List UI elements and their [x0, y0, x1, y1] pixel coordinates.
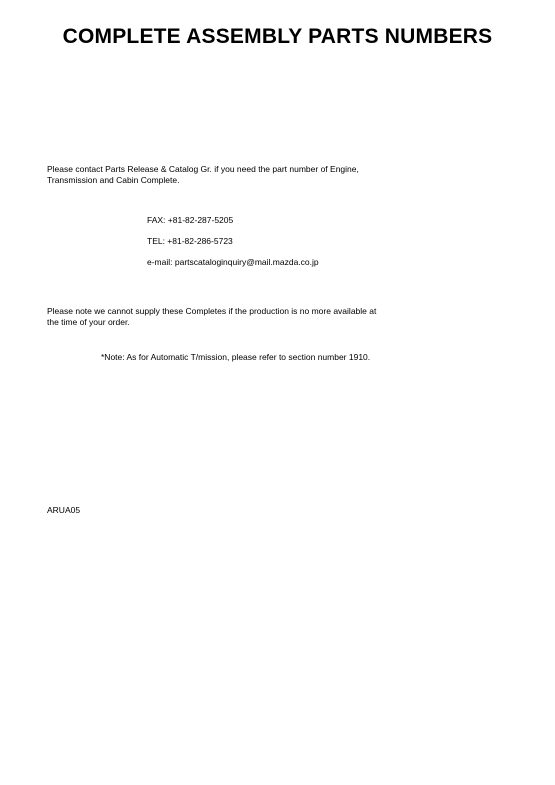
email-address: e-mail: partscataloginquiry@mail.mazda.co.jp: [147, 257, 319, 267]
automatic-transmission-note: *Note: As for Automatic T/mission, please refer to section number 1910.: [101, 352, 371, 362]
contact-instructions: [47, 164, 427, 186]
contact-instructions-line-1: Please contact Parts Release & Catalog Gr. if you need the part number of Engine,: [47, 164, 359, 174]
telephone-number: TEL: +81-82-286-5723: [147, 236, 233, 246]
fax-number: FAX: +81-82-287-5205: [147, 215, 234, 225]
supply-notice-line-1: Please note we cannot supply these Completes if the production is no more available at: [47, 306, 377, 316]
contact-instructions-line-2: Transmission and Cabin Complete.: [47, 175, 180, 185]
page-code: ARUA05: [47, 505, 81, 515]
supply-notice-line-2: the time of your order.: [47, 317, 130, 327]
supply-notice: [47, 306, 427, 328]
page-title: COMPLETE ASSEMBLY PARTS NUMBERS: [62, 25, 493, 48]
